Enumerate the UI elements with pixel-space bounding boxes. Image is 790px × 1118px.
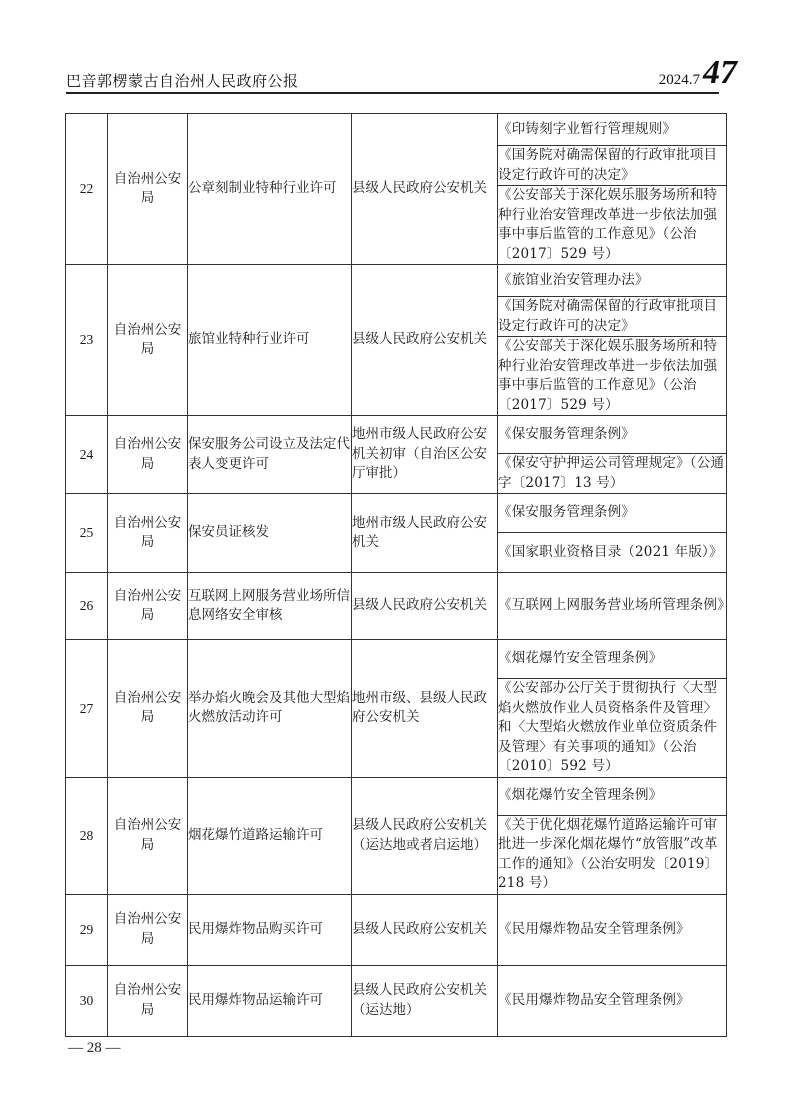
authority-cell: 县级人民政府公安机关 (352, 894, 498, 965)
authority-cell: 地州市级、县级人民政府公安机关 (352, 640, 498, 778)
header-rule (66, 92, 719, 94)
department-cell: 自治州公安局 (108, 777, 188, 894)
authority-cell: 县级人民政府公安机关 (352, 265, 498, 416)
item-cell: 保安服务公司设立及法定代表人变更许可 (188, 416, 352, 494)
table-row (66, 494, 727, 533)
table-row (66, 894, 727, 965)
basis-cell: 《旅馆业治安管理办法》 (498, 265, 727, 297)
item-cell: 保安员证核发 (188, 494, 352, 573)
authority-cell: 地州市级人民政府公安机关 (352, 494, 498, 573)
basis-cell: 《公安部办公厅关于贯彻执行〈大型焰火燃放作业人员资格条件及管理〉和〈大型焰火燃放作业单位资质条件及管理〉有关事项的通知》（公治〔2010〕592 号） (498, 679, 727, 778)
issue-number: 47 (703, 54, 737, 91)
department-cell: 自治州公安局 (108, 114, 188, 265)
basis-cell: 《保安守护押运公司管理规定》（公通字〔2017〕13 号） (498, 454, 727, 494)
authority-cell: 县级人民政府公安机关 (352, 573, 498, 640)
item-cell: 举办焰火晚会及其他大型焰火燃放活动许可 (188, 640, 352, 778)
department-cell: 自治州公安局 (108, 573, 188, 640)
basis-cell: 《互联网上网服务营业场所管理条例》 (498, 573, 727, 640)
row-number: 24 (66, 416, 108, 494)
department-cell: 自治州公安局 (108, 640, 188, 778)
basis-cell: 《烟花爆竹安全管理条例》 (498, 777, 727, 815)
item-cell: 烟花爆竹道路运输许可 (188, 777, 352, 894)
item-cell: 民用爆炸物品运输许可 (188, 965, 352, 1036)
department-cell: 自治州公安局 (108, 265, 188, 416)
basis-cell: 《公安部关于深化娱乐服务场所和特种行业治安管理改革进一步依法加强事中事后监管的工作意见》（公治〔2017〕529 号） (498, 337, 727, 416)
basis-cell: 《烟花爆竹安全管理条例》 (498, 640, 727, 679)
row-number: 22 (66, 114, 108, 265)
department-cell: 自治州公安局 (108, 965, 188, 1036)
department-cell: 自治州公安局 (108, 894, 188, 965)
page-number: — 28 — (68, 1040, 121, 1056)
permit-table (65, 113, 731, 1037)
basis-cell: 《国家职业资格目录（2021 年版）》 (498, 533, 727, 573)
basis-cell: 《国务院对确需保留的行政审批项目设定行政许可的决定》 (498, 146, 727, 186)
row-number: 25 (66, 494, 108, 573)
table-row (66, 265, 727, 297)
basis-cell: 《保安服务管理条例》 (498, 494, 727, 533)
basis-cell: 《民用爆炸物品安全管理条例》 (498, 965, 727, 1036)
department-cell: 自治州公安局 (108, 494, 188, 573)
row-number: 26 (66, 573, 108, 640)
basis-cell: 《公安部关于深化娱乐服务场所和特种行业治安管理改革进一步依法加强事中事后监管的工作意见》（公治〔2017〕529 号） (498, 186, 727, 265)
authority-cell: 县级人民政府公安机关（运达地） (352, 965, 498, 1036)
basis-cell: 《民用爆炸物品安全管理条例》 (498, 894, 727, 965)
authority-cell: 县级人民政府公安机关 (352, 114, 498, 265)
table-row (66, 573, 727, 640)
row-number: 27 (66, 640, 108, 778)
item-cell: 旅馆业特种行业许可 (188, 265, 352, 416)
table-row (66, 640, 727, 679)
authority-cell: 地州市级人民政府公安机关初审（自治区公安厅审批） (352, 416, 498, 494)
row-number: 29 (66, 894, 108, 965)
row-number: 30 (66, 965, 108, 1036)
basis-cell: 《保安服务管理条例》 (498, 416, 727, 454)
issue-date: 2024.7 (658, 72, 700, 88)
basis-cell: 《关于优化烟花爆竹道路运输许可审批进一步深化烟花爆竹“放管服”改革工作的通知》（公治安明发〔2019〕218 号） (498, 815, 727, 894)
authority-cell: 县级人民政府公安机关（运达地或者启运地） (352, 777, 498, 894)
department-cell: 自治州公安局 (108, 416, 188, 494)
table-row (66, 416, 727, 454)
item-cell: 民用爆炸物品购买许可 (188, 894, 352, 965)
table-row (66, 965, 727, 1036)
item-cell: 互联网上网服务营业场所信息网络安全审核 (188, 573, 352, 640)
basis-cell: 《印铸刻字业暂行管理规则》 (498, 114, 727, 146)
basis-cell: 《国务院对确需保留的行政审批项目设定行政许可的决定》 (498, 297, 727, 337)
publication-title: 巴音郭楞蒙古自治州人民政府公报 (66, 72, 299, 90)
table-row (66, 777, 727, 815)
row-number: 28 (66, 777, 108, 894)
table-row (66, 114, 727, 146)
row-number: 23 (66, 265, 108, 416)
item-cell: 公章刻制业特种行业许可 (188, 114, 352, 265)
